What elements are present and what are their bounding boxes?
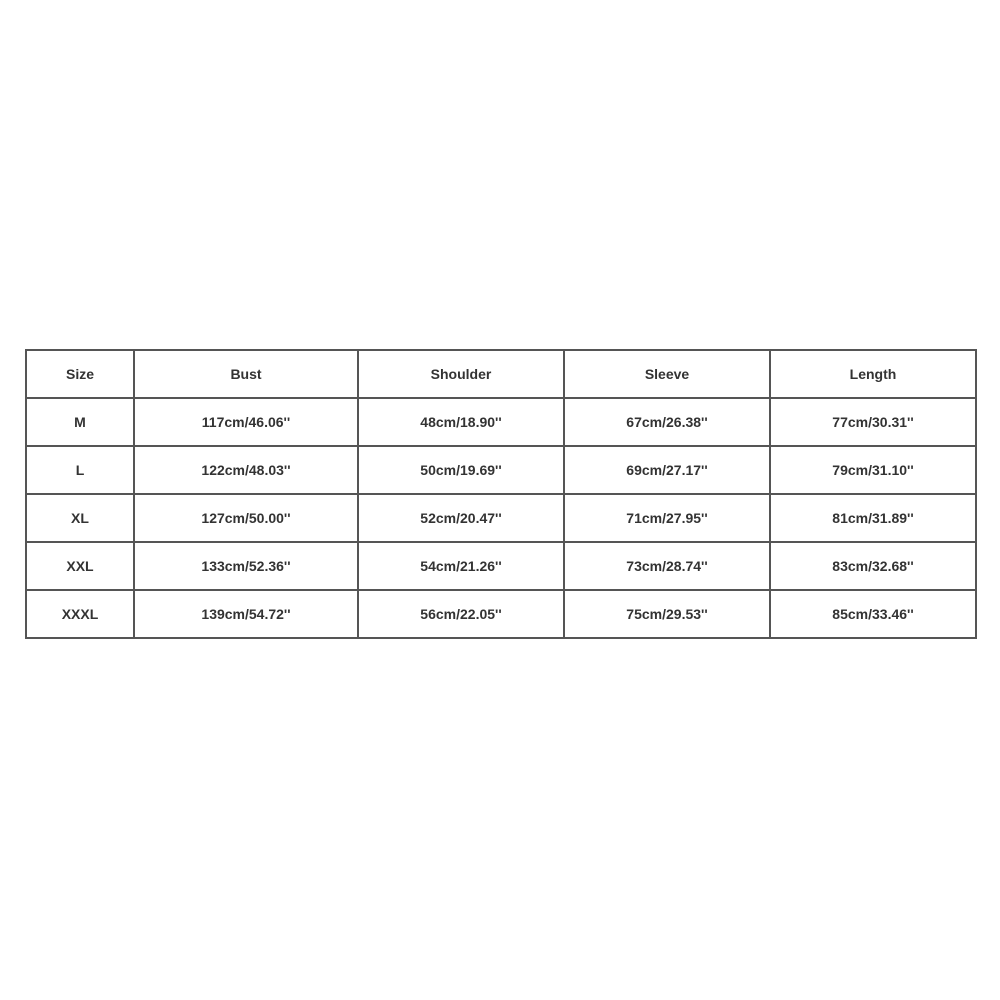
table-row [26, 398, 976, 446]
shoulder-cell: 48cm/18.90'' [358, 398, 564, 446]
header-length: Length [770, 350, 976, 398]
table-row [26, 590, 976, 638]
bust-cell: 133cm/52.36'' [134, 542, 358, 590]
table-row [26, 446, 976, 494]
table-header-row [26, 350, 976, 398]
sleeve-cell: 69cm/27.17'' [564, 446, 770, 494]
shoulder-cell: 54cm/21.26'' [358, 542, 564, 590]
size-cell: M [26, 398, 134, 446]
header-bust: Bust [134, 350, 358, 398]
shoulder-cell: 56cm/22.05'' [358, 590, 564, 638]
sleeve-cell: 71cm/27.95'' [564, 494, 770, 542]
size-cell: L [26, 446, 134, 494]
header-size: Size [26, 350, 134, 398]
sleeve-cell: 73cm/28.74'' [564, 542, 770, 590]
size-cell: XXXL [26, 590, 134, 638]
header-shoulder: Shoulder [358, 350, 564, 398]
length-cell: 81cm/31.89'' [770, 494, 976, 542]
bust-cell: 117cm/46.06'' [134, 398, 358, 446]
header-sleeve: Sleeve [564, 350, 770, 398]
length-cell: 85cm/33.46'' [770, 590, 976, 638]
length-cell: 83cm/32.68'' [770, 542, 976, 590]
shoulder-cell: 50cm/19.69'' [358, 446, 564, 494]
size-cell: XXL [26, 542, 134, 590]
length-cell: 79cm/31.10'' [770, 446, 976, 494]
sleeve-cell: 67cm/26.38'' [564, 398, 770, 446]
table-row [26, 494, 976, 542]
bust-cell: 139cm/54.72'' [134, 590, 358, 638]
size-cell: XL [26, 494, 134, 542]
size-chart-table [25, 349, 977, 639]
table-row [26, 542, 976, 590]
length-cell: 77cm/30.31'' [770, 398, 976, 446]
bust-cell: 122cm/48.03'' [134, 446, 358, 494]
sleeve-cell: 75cm/29.53'' [564, 590, 770, 638]
bust-cell: 127cm/50.00'' [134, 494, 358, 542]
shoulder-cell: 52cm/20.47'' [358, 494, 564, 542]
